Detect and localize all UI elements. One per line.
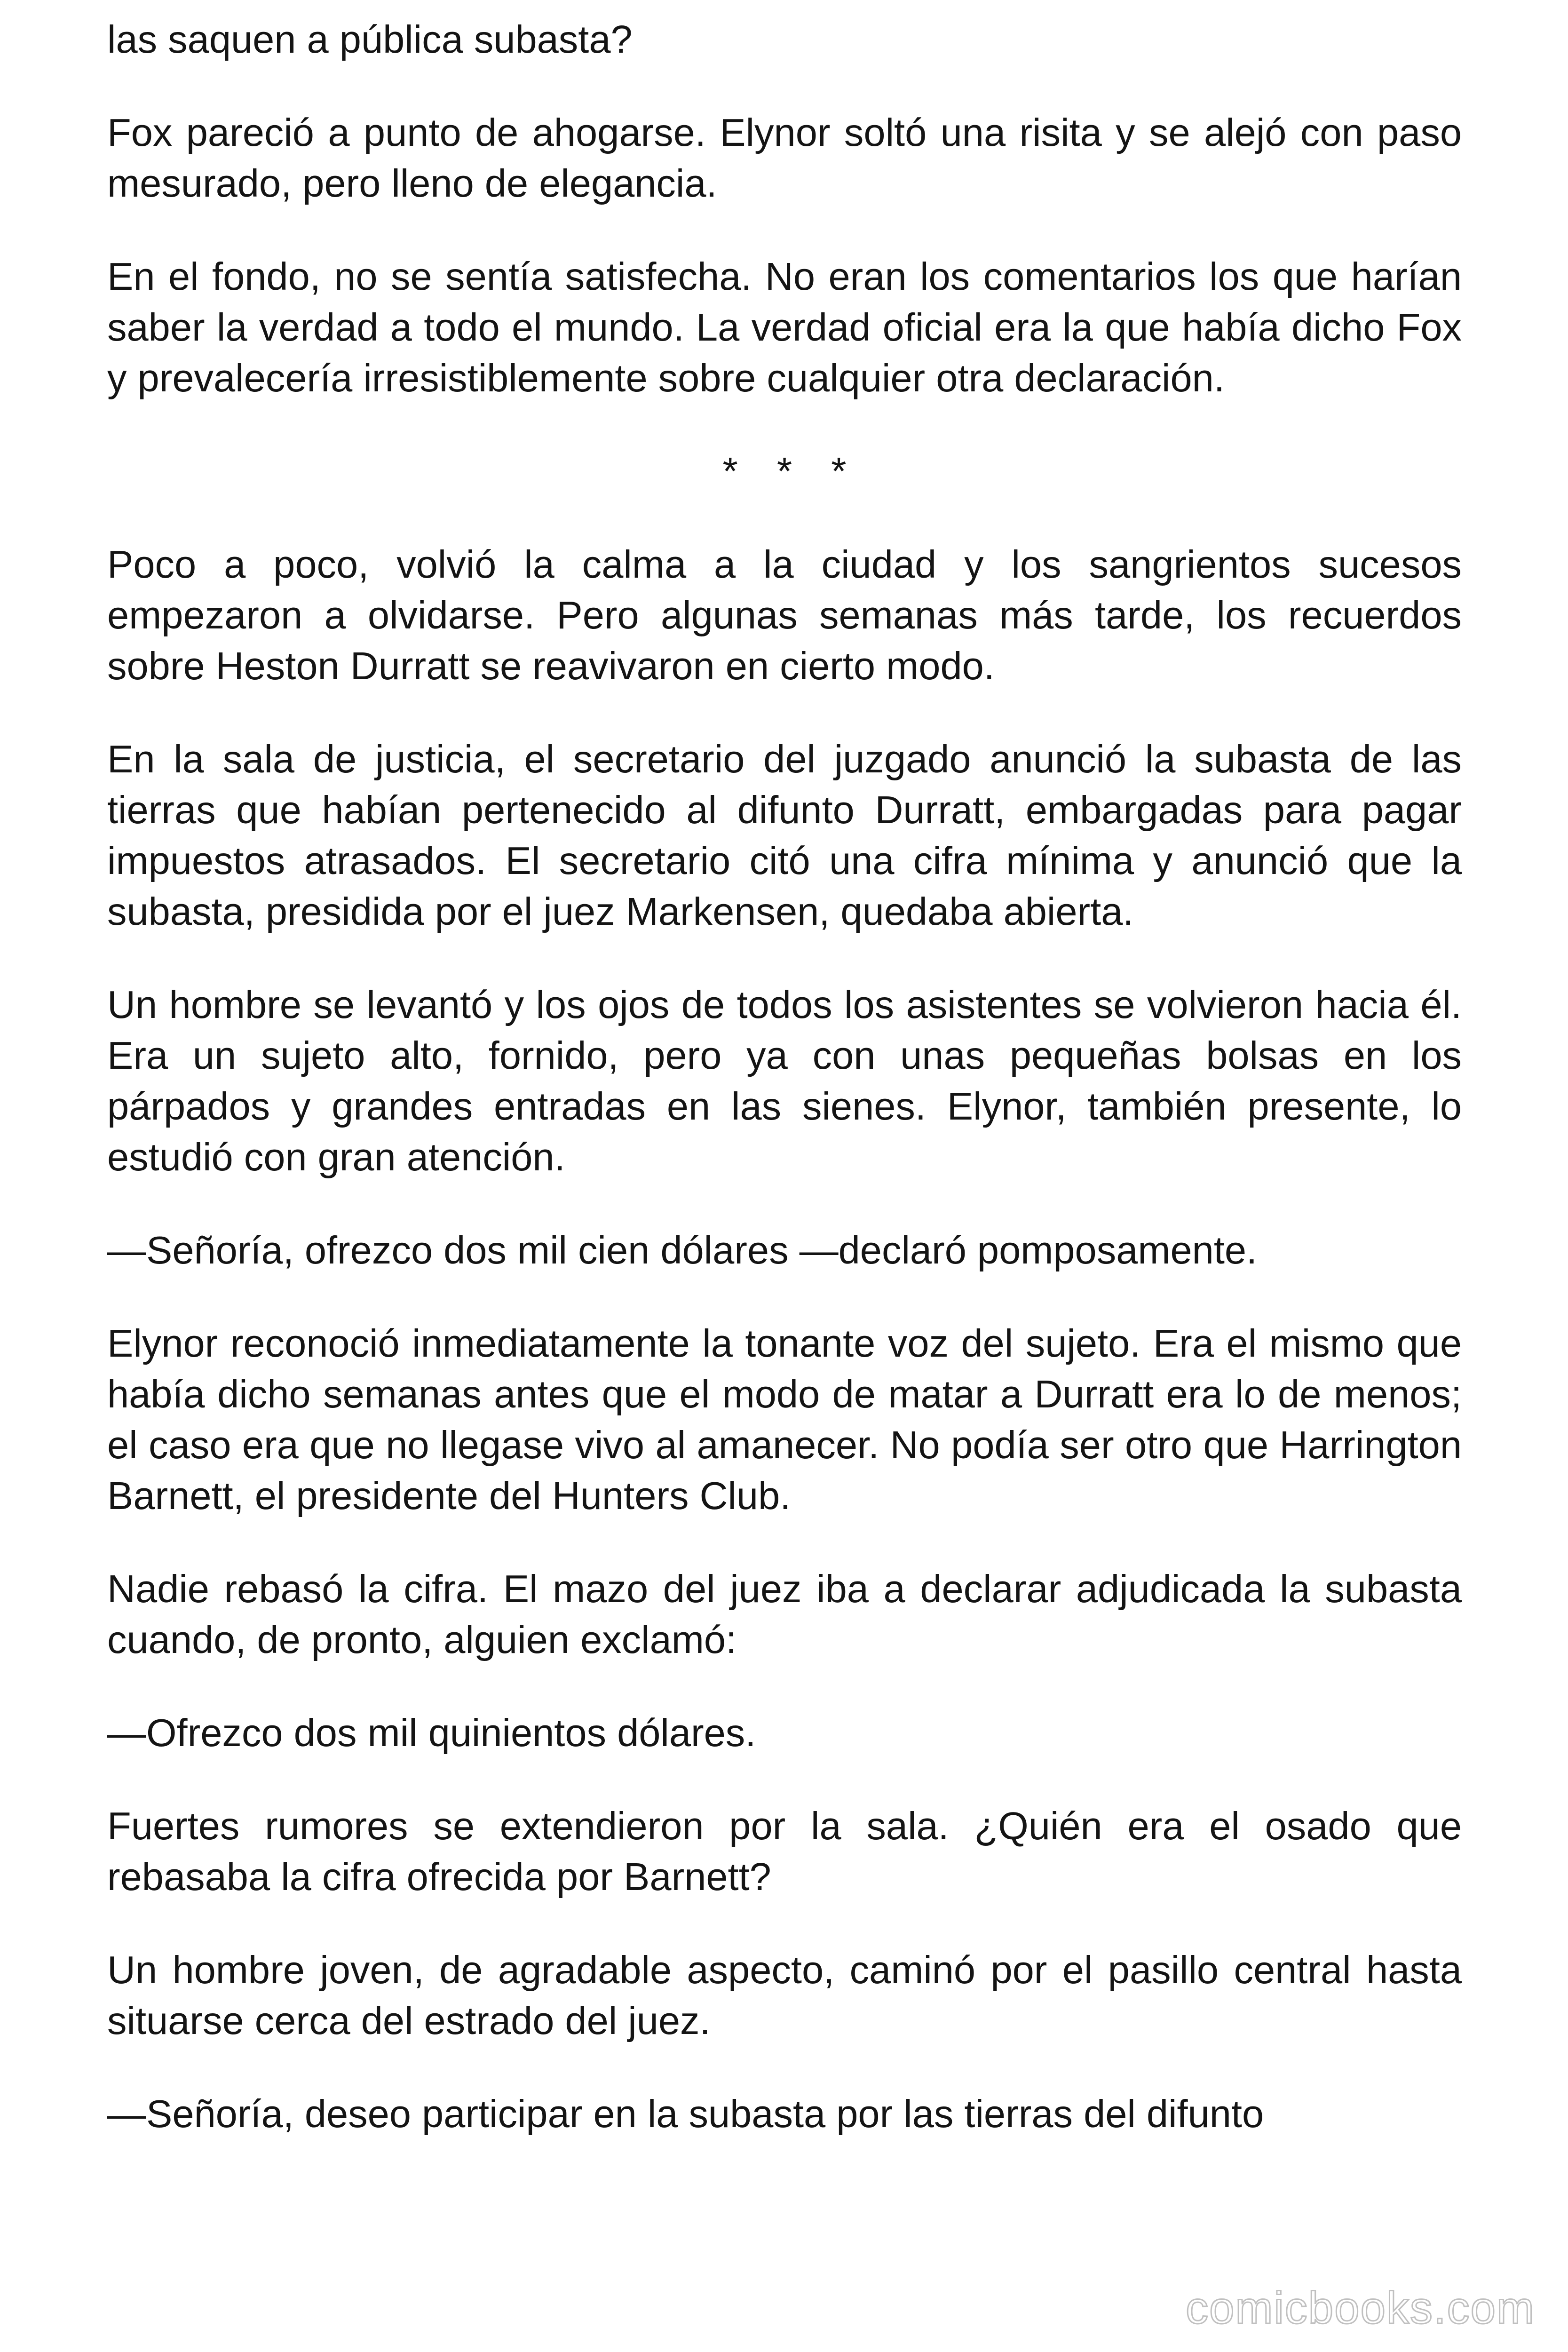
paragraph: Fox pareció a punto de ahogarse. Elynor soltó una risita y se alejó con paso mesurado, pero lleno de elegancia. [107,111,1462,205]
dialogue-line: —Ofrezco dos mil quinientos dólares. [107,1711,756,1755]
dialogue-line: —Señoría, deseo participar en la subasta por las tierras del difunto [107,2092,1264,2136]
paragraph: Poco a poco, volvió la calma a la ciudad y los sangrientos sucesos empezaron a olvidarse. Pero algunas semanas más tarde, los recuerdos sobre Heston Durratt se reavivaron en cierto modo. [107,542,1462,688]
paragraph: En el fondo, no se sentía satisfecha. No eran los comentarios los que harían saber la verdad a todo el mundo. La verdad oficial era la que había dicho Fox y prevalecería irresistiblemente sobre cualquier otra declaración. [107,254,1462,400]
paragraph: Un hombre joven, de agradable aspecto, caminó por el pasillo central hasta situarse cerca del estrado del juez. [107,1948,1462,2042]
dialogue-line: —Señoría, ofrezco dos mil cien dólares —declaró pomposamente. [107,1228,1258,1272]
paragraph: Elynor reconoció inmediatamente la tonante voz del sujeto. Era el mismo que había dicho semanas antes que el modo de matar a Durratt era lo de menos; el caso era que no llegase vivo al amanecer. No podía ser otro que Harrington Barnett, el presidente del Hunters Club. [107,1321,1462,1518]
paragraph-continuation: las saquen a pública subasta? [107,17,633,61]
paragraph: En la sala de justicia, el secretario del juzgado anunció la subasta de las tierras que habían pertenecido al difunto Durratt, embargadas para pagar impuestos atrasados. El secretario citó una cifra mínima y anunció que la subasta, presidida por el juez Markensen, quedaba abierta. [107,737,1462,933]
paragraph: Nadie rebasó la cifra. El mazo del juez iba a declarar adjudicada la subasta cuando, de pronto, alguien exclamó: [107,1567,1462,1661]
paragraph: Un hombre se levantó y los ojos de todos los asistentes se volvieron hacia él. Era un sujeto alto, fornido, pero ya con unas pequeñas bolsas en los párpados y grandes entradas en las sienes. Elynor, también presente, lo estudió con gran atención. [107,983,1462,1179]
page-text [107,14,1462,2182]
scene-break: * * * [722,449,861,493]
watermark-text: comicbooks.com [1186,2283,1535,2333]
paragraph: Fuertes rumores se extendieron por la sala. ¿Quién era el osado que rebasaba la cifra ofrecida por Barnett? [107,1804,1462,1899]
